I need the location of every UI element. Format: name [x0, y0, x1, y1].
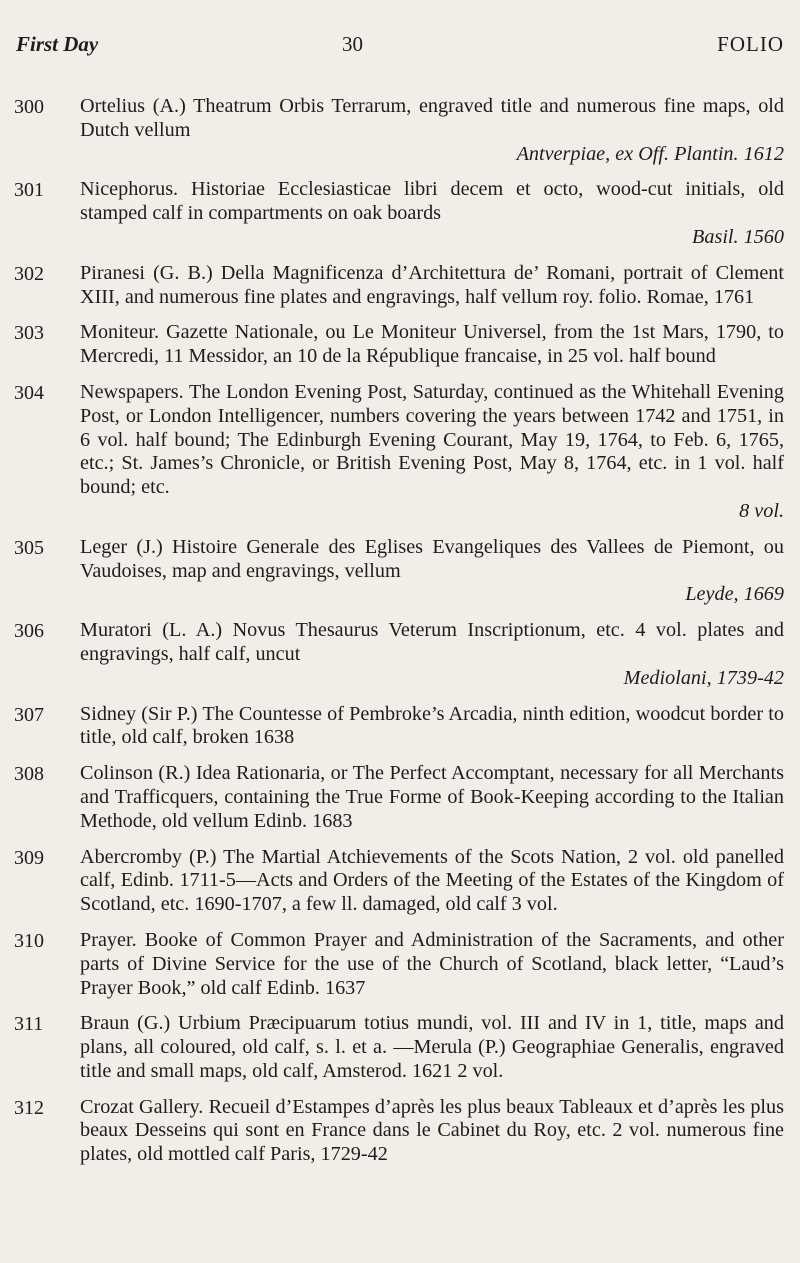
page-number: 30 — [342, 32, 363, 56]
lot-number: 312 — [14, 1096, 44, 1119]
lot-description — [80, 619, 784, 690]
lot-imprint: Mediolani, 1739-42 — [623, 666, 784, 689]
lot-description — [80, 95, 784, 166]
lot-text: Braun (G.) Urbium Præcipuarum totius mundi, vol. III and IV in 1, title, maps and plans, all coloured, old calf, s. l. et a. —Merula (P.) Geographiae Generalis, engraved title and small maps, old calf, Amsterod. 1621 2 vol. — [80, 1012, 784, 1082]
lot-description — [80, 178, 784, 249]
lot-description — [80, 1096, 784, 1167]
lot-number: 310 — [14, 929, 44, 952]
running-head-left: First Day — [16, 32, 99, 56]
running-head — [16, 32, 784, 62]
lot-number: 305 — [14, 536, 44, 559]
lot-imprint: Leyde, 1669 — [685, 583, 784, 606]
lot-description — [80, 321, 784, 369]
lot-entry — [14, 178, 784, 249]
lot-number: 311 — [14, 1013, 44, 1036]
lot-volume-note: 8 vol. — [739, 499, 784, 522]
lot-entry — [14, 846, 784, 917]
lot-imprint: Basil. 1560 — [692, 225, 784, 248]
lot-text: Nicephorus. Historiae Ecclesiasticae libri decem et octo, wood-cut initials, old stamped calf in compartments on oak boards — [80, 178, 784, 225]
lot-text: Ortelius (A.) Theatrum Orbis Terrarum, engraved title and numerous fine maps, old Dutch vellum — [80, 95, 784, 141]
lot-text: Sidney (Sir P.) The Countesse of Pembroke’s Arcadia, ninth edition, woodcut border to title, old calf, broken 1638 — [80, 702, 784, 749]
lot-entry — [14, 95, 784, 166]
lot-text: Leger (J.) Histoire Generale des Eglises Evangeliques des Vallees de Piemont, ou Vaudoises, map and engravings, vellum — [80, 535, 784, 582]
lot-description — [80, 1012, 784, 1083]
lot-entry — [14, 1012, 784, 1083]
lot-text: Moniteur. Gazette Nationale, ou Le Moniteur Universel, from the 1st Mars, 1790, to Mercredi, 11 Messidor, an 10 de la République francaise, in 25 vol. half bound — [80, 321, 784, 368]
lot-description — [80, 929, 784, 1000]
lot-text: Crozat Gallery. Recueil d’Estampes d’après les plus beaux Tableaux et d’après les plus beaux Desseins qui sont en France dans le Cabinet du Roy, etc. 2 vol. numerous fine plates, old mottled calf Paris, 1729-42 — [80, 1095, 784, 1166]
lot-number: 300 — [14, 96, 44, 118]
lot-description — [80, 536, 784, 607]
lot-list — [14, 95, 784, 1179]
lot-description — [80, 381, 784, 524]
lot-entry — [14, 929, 784, 1000]
lot-text: Muratori (L. A.) Novus Thesaurus Veterum Inscriptionum, etc. 4 vol. plates and engravings, half calf, uncut — [80, 619, 784, 665]
lot-entry — [14, 536, 784, 607]
lot-text: Piranesi (G. B.) Della Magnificenza d’Architettura de’ Romani, portrait of Clement XIII, and numerous fine plates and engravings, half vellum roy. folio. Romae, 1761 — [80, 261, 784, 308]
lot-entry — [14, 762, 784, 833]
lot-entry — [14, 1096, 784, 1167]
lot-text: Abercromby (P.) The Martial Atchievements of the Scots Nation, 2 vol. old panelled calf, Edinb. 1711-5—Acts and Orders of the Meeting of the Estates of the Kingdom of Scotland, etc. 1690-1707, a few ll. damaged, old calf 3 vol. — [80, 845, 784, 916]
lot-text: Newspapers. The London Evening Post, Saturday, continued as the Whitehall Evening Post, or London Intelligencer, numbers covering the years between 1742 and 1751, in 6 vol. half bound; The Edinburgh Evening Courant, May 19, 1764, to Feb. 6, 1765, etc.; St. James’s Chronicle, or British Evening Post, May 8, 1764, etc. in 1 vol. half bound; etc. — [80, 380, 784, 499]
lot-entry — [14, 619, 784, 690]
lot-number: 306 — [14, 620, 44, 643]
running-head-right: FOLIO — [717, 32, 784, 56]
lot-entry — [14, 381, 784, 524]
lot-description — [80, 846, 784, 917]
lot-entry — [14, 262, 784, 310]
lot-number: 303 — [14, 322, 44, 345]
lot-number: 304 — [14, 381, 44, 404]
lot-imprint: Antverpiae, ex Off. Plantin. 1612 — [516, 142, 784, 165]
lot-text: Colinson (R.) Idea Rationaria, or The Perfect Accomptant, necessary for all Merchants and Trafficquers, containing the True Forme of Book-Keeping according to the Italian Methode, old vellum Edinb. 1683 — [80, 762, 784, 832]
lot-description — [80, 262, 784, 310]
lot-description — [80, 703, 784, 751]
lot-number: 307 — [14, 703, 44, 726]
lot-description — [80, 762, 784, 833]
lot-text: Prayer. Booke of Common Prayer and Administration of the Sacraments, and other parts of Divine Service for the use of the Church of Scotland, black letter, “Laud’s Prayer Book,” old calf Edinb. 1637 — [80, 928, 784, 999]
lot-number: 301 — [14, 179, 44, 202]
lot-number: 309 — [14, 846, 44, 869]
lot-number: 302 — [14, 262, 44, 285]
lot-entry — [14, 321, 784, 369]
lot-entry — [14, 703, 784, 751]
lot-number: 308 — [14, 763, 44, 786]
